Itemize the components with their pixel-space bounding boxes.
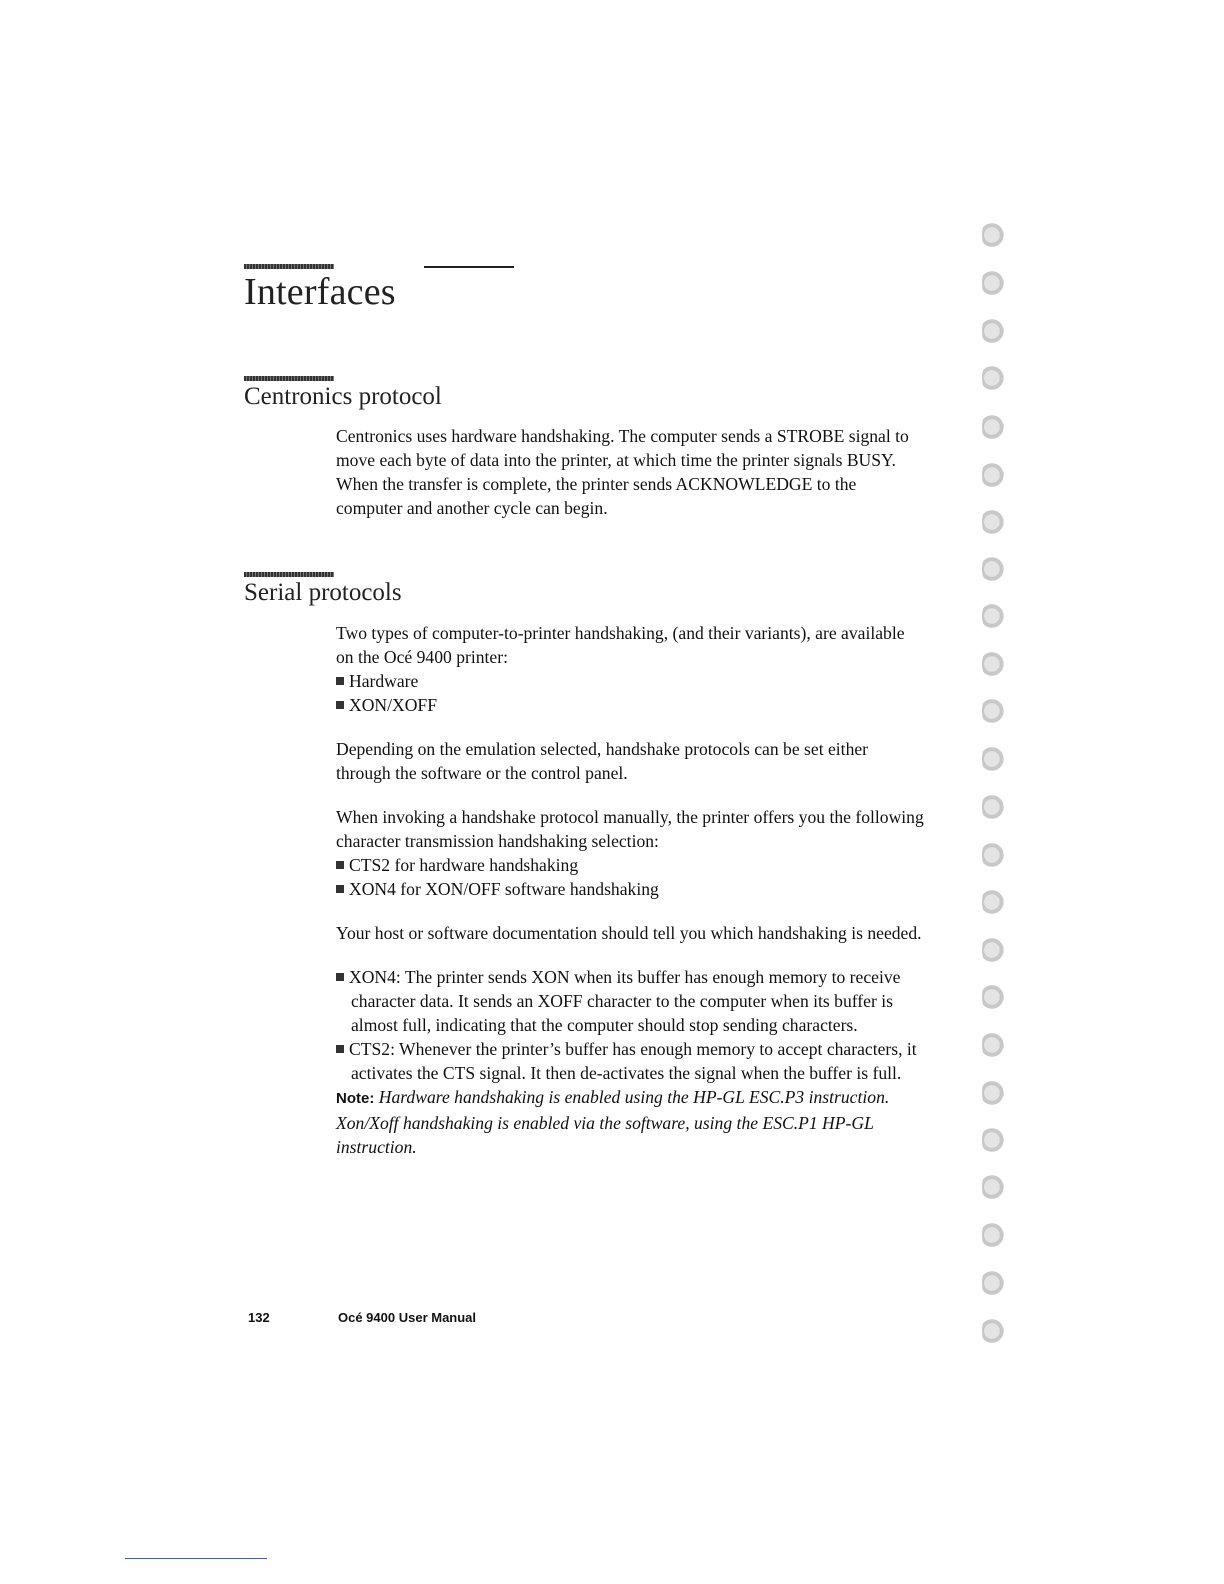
- list-item: CTS2: Whenever the printer’s buffer has enough memory to accept characters, it activates the CTS signal. It then de-activates the signal when the buffer is full.: [336, 1037, 926, 1085]
- binding-hole-icon: [982, 792, 1004, 822]
- bullet-icon: [336, 701, 344, 709]
- binding-hole-icon: [982, 412, 1004, 442]
- centronics-body: [336, 424, 926, 520]
- binding-hole-icon: [982, 840, 1004, 870]
- serial-heading: Serial protocols: [244, 579, 402, 606]
- binding-hole-icon: [982, 601, 1004, 631]
- binding-hole-icon: [982, 363, 1004, 393]
- bullet-icon: [336, 973, 344, 981]
- note-text: Hardware handshaking is enabled using the HP-GL ESC.P3 instruction. Xon/Xoff handshaking is enabled via the software, using the ESC.P1 HP-GL instruction.: [336, 1087, 890, 1157]
- bottom-link-line: [125, 1558, 267, 1559]
- binding-hole-icon: [982, 1125, 1004, 1155]
- note: [336, 1085, 926, 1159]
- list-item: XON/XOFF: [336, 693, 926, 717]
- footer-manual-title: Océ 9400 User Manual: [338, 1310, 477, 1325]
- list-item: XON4 for XON/OFF software handshaking: [336, 877, 926, 901]
- list-item: XON4: The printer sends XON when its buffer has enough memory to receive character data. It sends an XOFF character to the computer when its buffer is almost full, indicating that the computer should stop sending characters.: [336, 965, 926, 1037]
- binding-hole-icon: [982, 460, 1004, 490]
- binding-hole-icon: [982, 935, 1004, 965]
- bullet-icon: [336, 1045, 344, 1053]
- binding-hole-icon: [982, 1268, 1004, 1298]
- binding-hole-icon: [982, 507, 1004, 537]
- centronics-heading: Centronics protocol: [244, 383, 442, 410]
- binding-hole-icon: [982, 1172, 1004, 1202]
- binding-hole-icon: [982, 982, 1004, 1012]
- centronics-rule: [244, 376, 334, 381]
- binding-hole-icon: [982, 744, 1004, 774]
- binding-hole-icon: [982, 1220, 1004, 1250]
- binding-hole-icon: [982, 649, 1004, 679]
- serial-paragraph-4: Your host or software documentation should tell you which handshaking is needed.: [336, 923, 922, 943]
- note-label: Note:: [336, 1090, 375, 1107]
- binding-hole-icon: [982, 1030, 1004, 1060]
- serial-paragraph-3: When invoking a handshake protocol manually, the printer offers you the following character transmission handshaking selection:: [336, 807, 924, 851]
- binding-hole-icon: [982, 887, 1004, 917]
- bullet-icon: [336, 677, 344, 685]
- binding-hole-icon: [982, 316, 1004, 346]
- binding-hole-icon: [982, 1316, 1004, 1346]
- binding-hole-icon: [982, 696, 1004, 726]
- serial-intro: Two types of computer-to-printer handshaking, (and their variants), are available on the Océ 9400 printer:: [336, 623, 905, 667]
- serial-body: [336, 621, 926, 1159]
- serial-paragraph-2: Depending on the emulation selected, handshake protocols can be set either through the software or the control panel.: [336, 739, 869, 783]
- list-item: CTS2 for hardware handshaking: [336, 853, 926, 877]
- page-number: 132: [248, 1310, 270, 1325]
- bullet-icon: [336, 861, 344, 869]
- binding-hole-icon: [982, 554, 1004, 584]
- page-title: Interfaces: [244, 271, 396, 313]
- title-rule-left: [244, 264, 334, 269]
- binding-hole-icon: [982, 220, 1004, 250]
- list-item: Hardware: [336, 669, 926, 693]
- bullet-icon: [336, 885, 344, 893]
- binding-hole-icon: [982, 268, 1004, 298]
- serial-rule: [244, 572, 334, 577]
- binding-hole-icon: [982, 1078, 1004, 1108]
- title-rule-right: [424, 266, 514, 268]
- centronics-paragraph: Centronics uses hardware handshaking. The computer sends a STROBE signal to move each byte of data into the printer, at which time the printer signals BUSY. When the transfer is complete, the printer sends ACKNOWLEDGE to the computer and another cycle can begin.: [336, 426, 909, 518]
